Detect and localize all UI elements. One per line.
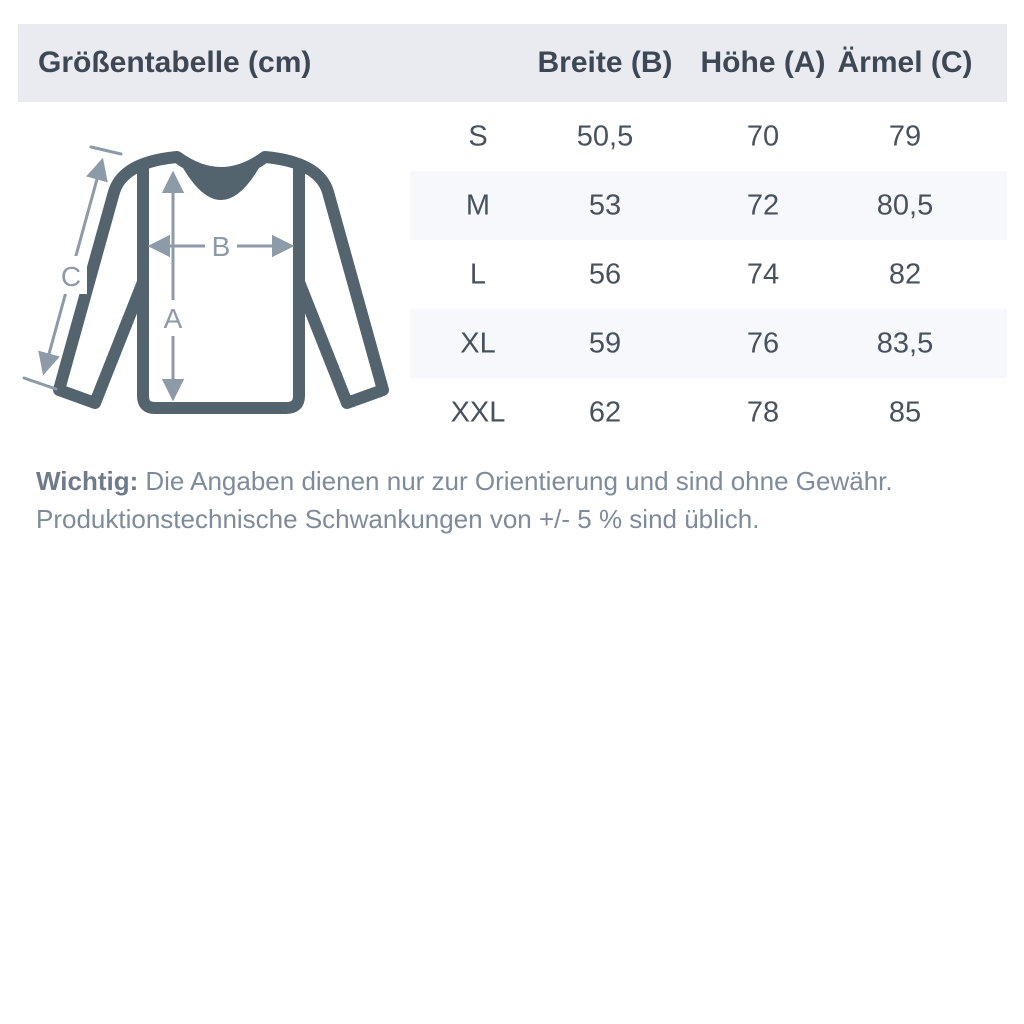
size-label: L	[469, 258, 487, 290]
sweater-measurement-diagram	[20, 115, 440, 455]
size-label: XXL	[450, 396, 506, 428]
size-label: XL	[460, 327, 496, 359]
label-a: A	[163, 303, 183, 334]
hoehe-value: 70	[746, 120, 780, 152]
note-label: Wichtig:	[36, 466, 139, 496]
breite-value: 53	[588, 189, 622, 221]
breite-value: 50,5	[576, 120, 634, 152]
hoehe-value: 74	[746, 258, 780, 290]
aermel-value: 80,5	[876, 189, 934, 221]
note-line-1	[36, 462, 996, 500]
sleeve-tick-bottom	[24, 378, 56, 389]
note-text-1: Die Angaben dienen nur zur Orientierung und sind ohne Gewähr.	[145, 466, 893, 496]
hoehe-value: 78	[746, 396, 780, 428]
size-label: S	[468, 120, 488, 152]
hoehe-value: 76	[746, 327, 780, 359]
important-note	[36, 462, 996, 538]
column-header-breite: Breite (B)	[537, 46, 673, 79]
note-line-2: Produktionstechnische Schwankungen von +/- 5 % sind üblich.	[36, 504, 760, 534]
sleeve-tick-top	[91, 147, 121, 154]
size-chart-header	[18, 24, 1007, 102]
aermel-value: 85	[888, 396, 922, 428]
hoehe-value: 72	[746, 189, 780, 221]
breite-value: 59	[588, 327, 622, 359]
breite-value: 62	[588, 396, 622, 428]
size-label: M	[465, 189, 491, 221]
label-b: B	[211, 231, 231, 262]
label-c: C	[60, 261, 82, 292]
sweater-diagram-svg	[20, 115, 440, 455]
column-header-hoehe: Höhe (A)	[700, 46, 826, 79]
aermel-value: 83,5	[876, 327, 934, 359]
aermel-value: 79	[888, 120, 922, 152]
column-header-aermel: Ärmel (C)	[837, 46, 973, 79]
size-chart-title: Größentabelle (cm)	[38, 46, 312, 79]
breite-value: 56	[588, 258, 622, 290]
aermel-value: 82	[888, 258, 922, 290]
